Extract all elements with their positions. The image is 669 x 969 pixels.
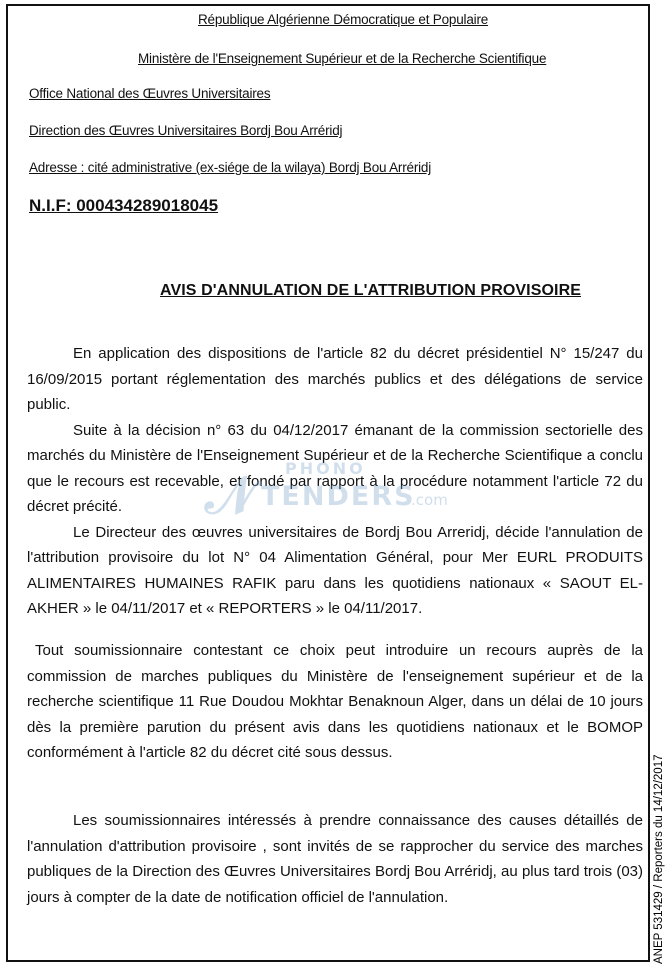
watermark-top: PHONO xyxy=(285,459,366,478)
paragraph-annulation: Le Directeur des œuvres universitaires de Bordj Bou Arreridj, décide l'annulation de l'attribution provisoire du lot N° 04 Alimentation Général, pour Mer EURL PRODUITS ALIMENTAIRES HUMAINES RAFIK paru dans les quotidiens nationaux « SAOUT EL-AKHER » le 04/11/2017 et « REPORTERS » le 04/11/2017. xyxy=(27,523,643,617)
watermark-suffix: .com xyxy=(411,491,448,509)
header-nif: N.I.F: 000434289018045 xyxy=(29,196,219,215)
header-ministry: Ministère de l'Enseignement Supérieur et de la Recherche Scientifique xyxy=(138,51,547,66)
notice-title: AVIS D'ANNULATION DE L'ATTRIBUTION PROVISOIRE xyxy=(160,282,581,299)
notice-body-contact xyxy=(27,808,643,910)
header-direction: Direction des Œuvres Universitaires Bordj Bou Arréridj xyxy=(29,123,343,138)
paragraph-decision: Suite à la décision n° 63 du 04/12/2017 émanant de la commission sectorielle des marchés du Ministère de l'Enseignement Supérieur et de la Recherche Scientifique a conclu que le recours est recevable, et fondé par rapport à la procédure notamment l'article 72 du décret précité. xyxy=(27,421,643,515)
watermark-logo xyxy=(205,457,465,526)
paragraph-recourse: Tout soumissionnaire contestant ce choix peut introduire un recours auprès de la commission de marches publiques du Ministère de l'enseignement supérieur et de la recherche scientifique 11 Rue Doudou Mokhtar Benaknoun Alger, dans un délai de 10 jours dès la première parution du présent avis dans les quotidiens nationaux et le BOMOP conformément à l'article 82 du décret cité sous dessus. xyxy=(27,642,643,761)
header-office: Office National des Œuvres Universitaires xyxy=(29,86,271,101)
header-address: Adresse : cité administrative (ex-siége de la wilaya) Bordj Bou Arréridj xyxy=(29,160,432,175)
paragraph-contact: Les soumissionnaires intéressés à prendre connaissance des causes détaillés de l'annulation d'attribution provisoire , sont invités de se rapprocher du service des marches publiques de la Direction des Œuvres Universitaires Bordj Bou Arréridj, au plus tard trois (03) jours à compter de la date de notification officiel de l'annulation. xyxy=(27,812,643,906)
paragraph-legal-basis: En application des dispositions de l'article 82 du décret présidentiel N° 15/247 du 16/09/2015 portant réglementation des marchés publics et des délégations de service public. xyxy=(27,345,643,413)
watermark-main: TENDERS xyxy=(261,481,416,512)
notice-body-recourse xyxy=(27,638,643,766)
header-republic: République Algérienne Démocratique et Populaire xyxy=(198,12,489,27)
side-note: ANEP 531429 / Reporters du 14/12/2017 xyxy=(653,754,665,964)
watermark-mark-icon: 𝒩 xyxy=(205,465,255,526)
